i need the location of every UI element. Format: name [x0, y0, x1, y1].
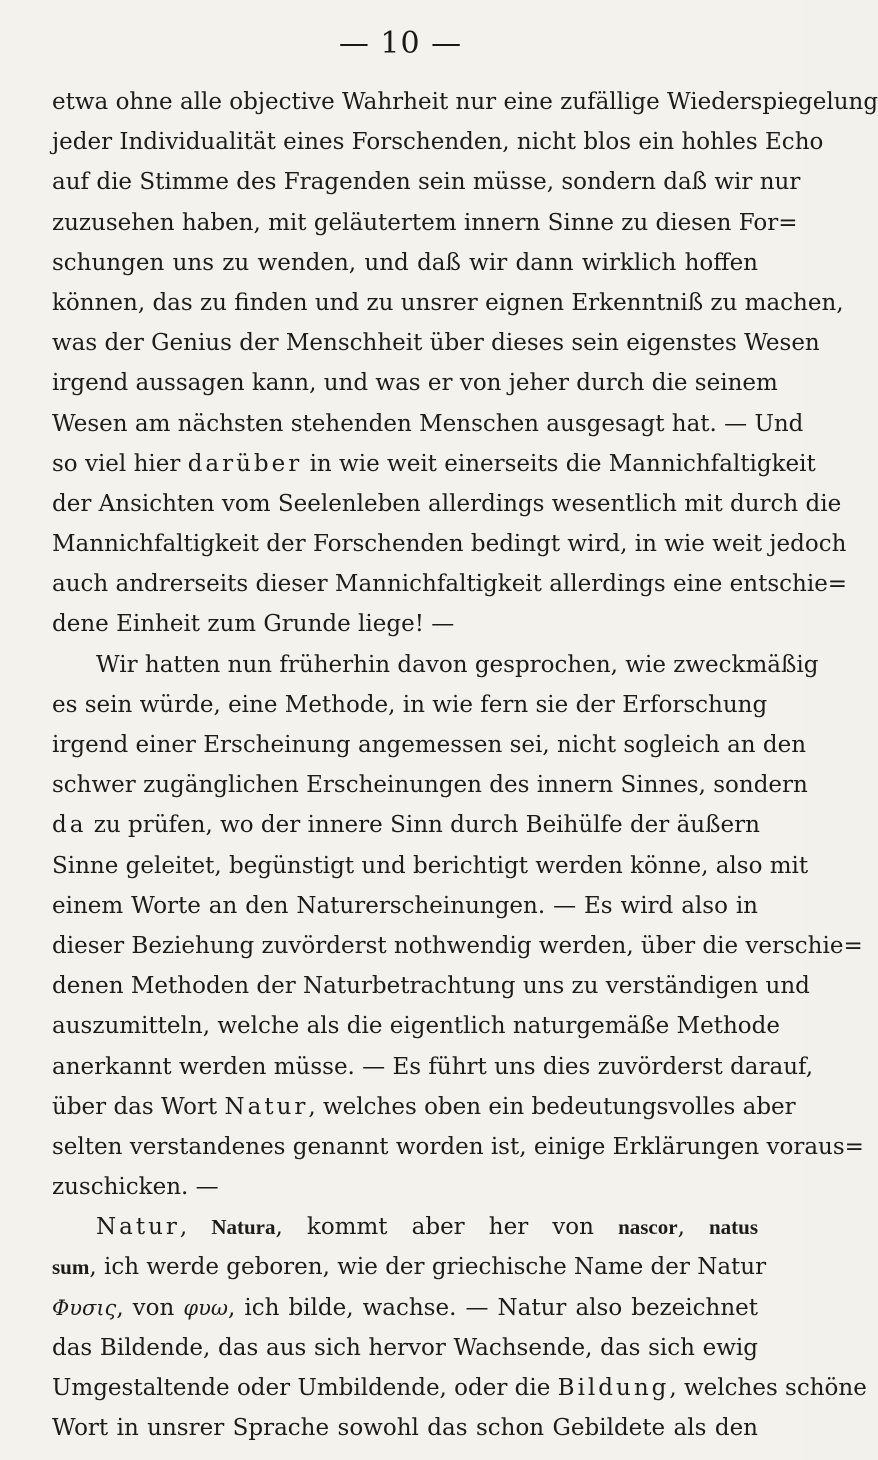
text-line	[52, 1368, 867, 1408]
text-segment: , von	[116, 1294, 184, 1321]
latin-term: Natura	[211, 1215, 276, 1240]
text-line	[52, 1247, 767, 1287]
latin-term: sum	[52, 1255, 90, 1280]
greek-term: Φυσις	[52, 1295, 117, 1320]
text-line	[52, 1207, 758, 1247]
text-line: zuzusehen haben, mit geläutertem innern Sinne zu diesen For=	[52, 209, 798, 236]
body-text	[52, 82, 878, 1448]
spaced-emphasis: darüber	[187, 450, 303, 477]
text-line: jeder Individualität eines Forschenden, nicht blos ein hohles Echo	[52, 129, 824, 156]
text-line	[52, 805, 758, 845]
text-line: Sinne geleitet, begünstigt und berichtigt werden könne, also mit	[52, 852, 809, 879]
text-segment: , welches schöne	[669, 1375, 867, 1401]
text-segment: ,	[179, 1214, 212, 1241]
text-line: schungen uns zu wenden, und daß wir dann wirklich hoffen	[52, 249, 758, 276]
latin-term: natus	[708, 1215, 759, 1240]
text-line: selten verstandenes genannt worden ist, einige Erklärungen voraus=	[52, 1133, 864, 1160]
text-line: auszumitteln, welche als die eigentlich naturgemäße Methode	[52, 1013, 780, 1040]
text-line: auf die Stimme des Fragenden sein müsse, sondern daß wir nur	[52, 169, 801, 196]
text-line: einem Worte an den Naturerscheinungen. — Es wird also in	[52, 892, 758, 919]
text-line: der Ansichten vom Seelenleben allerdings wesentlich mit durch die	[52, 490, 842, 517]
text-line	[52, 1288, 758, 1328]
text-line: Mannichfaltigkeit der Forschenden bedingt wird, in wie weit jedoch	[52, 531, 847, 558]
text-segment: zu prüfen, wo der innere Sinn durch Beihülfe der äußern	[86, 812, 760, 839]
text-line: Wort in unsrer Sprache sowohl das schon Gebildete als den	[52, 1415, 758, 1442]
text-line	[52, 1087, 796, 1127]
greek-term: φυω	[183, 1295, 228, 1320]
text-line: auch andrerseits dieser Mannichfaltigkeit allerdings eine entschie=	[52, 571, 848, 598]
text-line: dieser Beziehung zuvörderst nothwendig werden, über die verschie=	[52, 932, 863, 959]
text-segment: so viel hier	[52, 450, 188, 477]
text-line: dene Einheit zum Grunde liege! —	[52, 611, 455, 638]
text-line: schwer zugänglichen Erscheinungen des innern Sinnes, sondern	[52, 772, 808, 799]
text-segment: Umgestaltende oder Umbildende, oder die	[52, 1375, 558, 1401]
text-line: denen Methoden der Naturbetrachtung uns zu verständigen und	[52, 973, 810, 1000]
text-line: etwa ohne alle objective Wahrheit nur eine zufällige Wiederspiegelung	[52, 89, 878, 115]
text-segment: ,	[677, 1214, 709, 1241]
text-segment: , welches oben ein bedeutungsvolles aber	[308, 1093, 796, 1120]
text-segment: in wie weit einerseits die Mannichfaltigkeit	[302, 450, 816, 477]
text-line: zuschicken. —	[52, 1174, 219, 1201]
spaced-emphasis: da	[52, 812, 87, 839]
page-number: — 10 —	[338, 26, 463, 61]
text-line	[52, 444, 816, 484]
latin-term: nascor	[618, 1215, 678, 1240]
text-line: anerkannt werden müsse. — Es führt uns dies zuvörderst darauf,	[52, 1053, 814, 1080]
text-line: es sein würde, eine Methode, in wie fern sie der Erforschung	[52, 691, 768, 718]
spaced-emphasis: Natur	[224, 1093, 309, 1120]
text-line: das Bildende, das aus sich hervor Wachsende, das sich ewig	[52, 1334, 758, 1361]
text-line: können, das zu finden und zu unsrer eignen Erkenntniß zu machen,	[52, 289, 844, 316]
spaced-emphasis: Natur	[96, 1214, 180, 1241]
text-line: irgend aussagen kann, und was er von jeher durch die seinem	[52, 370, 778, 397]
text-segment: , ich bilde, wachse. — Natur also bezeichnet	[228, 1294, 759, 1321]
text-line: Wir hatten nun früherhin davon gesprochen, wie zweckmäßig	[96, 651, 819, 678]
text-line: irgend einer Erscheinung angemessen sei, nicht sogleich an den	[52, 732, 807, 758]
spaced-emphasis: Bildung	[557, 1375, 670, 1401]
text-line: Wesen am nächsten stehenden Menschen ausgesagt hat. — Und	[52, 410, 804, 437]
text-segment: , ich werde geboren, wie der griechische Name der Natur	[89, 1254, 767, 1281]
text-segment: über das Wort	[52, 1093, 225, 1120]
text-segment: , kommt aber her von	[275, 1214, 619, 1241]
text-line: was der Genius der Menschheit über dieses sein eigenstes Wesen	[52, 330, 820, 357]
